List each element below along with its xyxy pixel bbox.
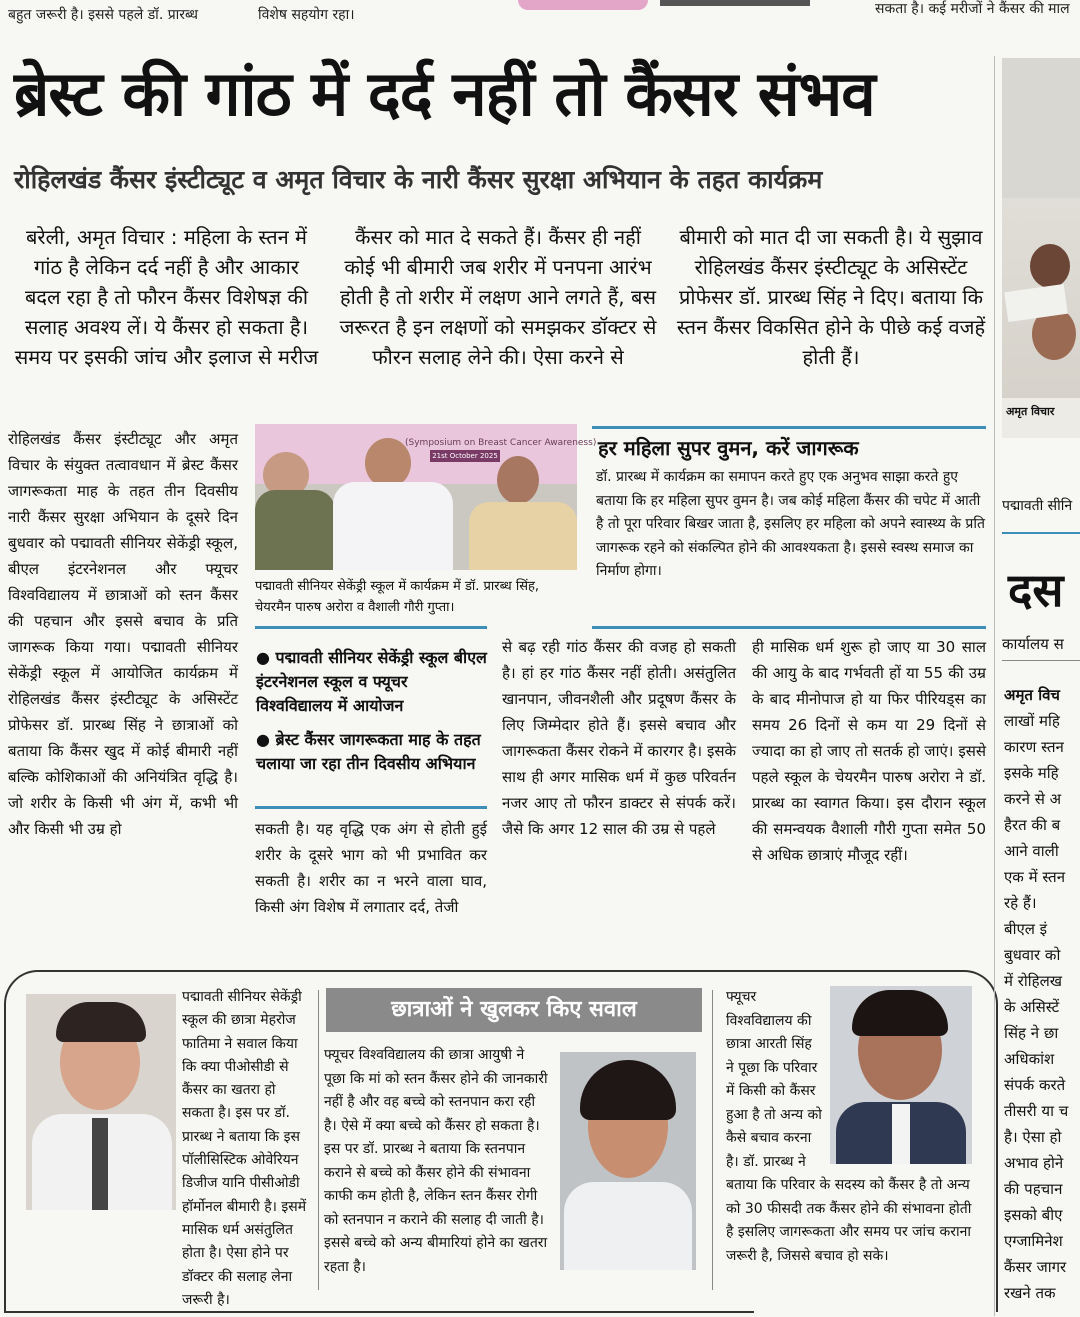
sidebar-dateline: कार्यालय स [1002, 635, 1064, 653]
top-strip-left-text: बहुत जरूरी है। इससे पहले डॉ. प्रारब्ध [8, 7, 199, 23]
top-strip-title-fragment [660, 0, 810, 6]
highlight-item-1: ● पद्मावती सीनियर सेकेंड्री स्कूल बीएल इंटरनेशनल स्कूल व फ्यूचर विश्वविद्यालय में आयोजन [256, 648, 487, 715]
person-1-body [255, 490, 335, 570]
student-3-hair [852, 990, 948, 1036]
student-2-shirt [564, 1182, 692, 1270]
sidebar-article-line: अभाव होने [1004, 1154, 1064, 1172]
sidebar-photo-wall [1002, 58, 1080, 198]
superwoman-bottom-rule [592, 626, 986, 629]
sidebar-article-line: इसको बीए [1004, 1206, 1063, 1224]
sidebar-article-line: रहे हैं। [1004, 894, 1037, 912]
student-1-hair [56, 1002, 146, 1042]
sidebar-article-line: एग्जामिनेश [1004, 1232, 1063, 1250]
highlights-top-rule [255, 626, 487, 629]
sidebar-rule [1002, 532, 1080, 534]
highlight-item-2: ● ब्रेस्ट कैंसर जागरूकता माह के तहत चलाया जा रहा तीन दिवसीय अभियान [256, 730, 481, 773]
sidebar-article-line: है। ऐसा हो [1004, 1128, 1062, 1146]
bullet-icon: ● [256, 730, 276, 749]
sidebar-newspaper-label: अमृत विचार [1006, 405, 1055, 418]
sidebar-dateline-rule [1002, 660, 1080, 661]
main-photo-caption: पद्मावती सीनियर सेकेंड्री स्कूल में कार्यक्रम में डॉ. प्रारब्ध सिंह, चेयरमैन पारुष अरोरा व वैशाली गौरी गुप्ता। [255, 579, 540, 615]
sidebar-article-line: आने वाली [1004, 842, 1059, 860]
sidebar-article-line: रखने तक [1004, 1284, 1056, 1302]
student-3-photo [830, 986, 972, 1164]
bullet-icon: ● [256, 648, 276, 667]
headline: ब्रेस्ट की गांठ में दर्द नहीं तो कैंसर संभव [14, 57, 875, 130]
photo-banner-date: 21st October 2025 [430, 450, 500, 462]
sidebar-big-heading: दस [1008, 563, 1064, 617]
question-3-text-wrap [726, 986, 972, 1286]
top-strip-right-text: सकता है। कई मरीजों ने कैंसर की माल [875, 1, 1070, 17]
question-3-text: फ्यूचर विश्वविद्यालय की छात्रा आरती सिंह ने पूछा कि परिवार में किसी को कैंसर हुआ है तो अन्य को कैसे बचाव करना है। डॉ. प्रारब्ध ने बताया कि परिवार के सदस्य को कैंसर है तो अन्य को 30 फीसदी तक कैंसर होने की संभावना होती है इसलिए जागरूकता और समय पर जांच कराना जरूरी है, जिससे बचाव हो सके। [726, 989, 972, 1264]
person-3-body [469, 502, 577, 570]
body-column-1: रोहिलखंड कैंसर इंस्टीट्यूट और अमृत विचार के संयुक्त तत्वावधान में ब्रेस्ट कैंसर जागरूकता माह के तहत तीन दिवसीय नारी कैंसर सुरक्षा अभियान के दूसरे दिन बुधवार को पद्मावती सीनियर सेकेंड्री स्कूल, बीएल इंटरनेशनल और फ्यूचर विश्वविद्यालय में छात्राओं को स्तन कैंसर की पहचान और इससे बचाव के प्रति जागरूक किया गया। पद्मावती सीनियर सेकेंड्री स्कूल में आयोजित कार्यक्रम में रोहिलखंड कैंसर इंस्टीट्यूट के असिस्टेंट प्रोफेसर डॉ. प्रारब्ध सिंह ने छात्राओं को बताया कि कैंसर खुद में कोई बीमारी नहीं बल्कि कोशिकाओं की अनियंत्रित वृद्धि है। जो शरीर के किसी भी अंग में, कभी भी और किसी भी उम्र हो [8, 430, 238, 838]
questions-divider-2 [712, 990, 713, 1290]
question-1-text: पद्मावती सीनियर सेकेंड्री स्कूल की छात्रा मेहरोज फातिमा ने सवाल किया कि क्या पीओसीडी से कैंसर का खतरा हो सकता है। इस पर डॉ. प्रारब्ध ने बताया कि इस पॉलीसिस्टिक ओवेरियन डिजीज यानि पीसीओडी हॉर्मोनल बीमारी है। इसमें मासिक धर्म असंतुलित होता है। ऐसा होने पर डॉक्टर की सलाह लेना जरूरी है। [182, 989, 307, 1308]
top-strip-logo-fragment [518, 0, 648, 10]
sidebar-article-line: लाखों महि [1004, 712, 1060, 730]
sidebar-article-line: कैंसर जागर [1004, 1258, 1067, 1276]
sidebar-article-line: कारण स्तन [1004, 738, 1064, 756]
person-3-head [497, 456, 539, 504]
lead-column-1: बरेली, अमृत विचार : महिला के स्तन में गांठ है लेकिन दर्द नहीं है और आकार बदल रहा है तो फौरन कैंसर विशेषज्ञ की सलाह अवश्य लें। ये कैंसर हो सकता है। समय पर इसकी जांच और इलाज से मरीज [14, 225, 319, 369]
body-column-4: ही मासिक धर्म शुरू हो जाए या 30 साल की आयु के बाद गर्भवती हों या 55 की उम्र के बाद मीनोपाज हो या फिर पीरियड्स का समय 26 दिनों से कम या 29 दिनों से ज्यादा का हो जाए तो सतर्क हो जाएं। इससे पहले स्कूल के चेयरमैन पारुष अरोरा ने डॉ. प्रारब्ध का स्वागत किया। इस दौरान स्कूल की समन्वयक वैशाली गौरी गुप्ता समेत 50 से अधिक छात्राएं मौजूद रहीं। [752, 638, 986, 864]
superwoman-heading: हर महिला सुपर वुमन, करें जागरूक [598, 436, 859, 460]
main-photo [255, 424, 597, 570]
subheadline: रोहिलखंड कैंसर इंस्टीट्यूट व अमृत विचार के नारी कैंसर सुरक्षा अभियान के तहत कार्यक्रम [14, 165, 823, 194]
highlights-bottom-rule [255, 806, 487, 809]
body-column-2: सकती है। यह वृद्धि एक अंग से होती हुई शरीर के दूसरे भाग को भी प्रभावित कर सकती है। शरीर का न भरने वाला घाव, किसी अंग विशेष में लगातार दर्द, तेजी [255, 820, 487, 916]
sidebar-photo-caption: पद्मावती सीनि [1002, 498, 1073, 514]
student-3-shirt [892, 1104, 910, 1164]
sidebar-article-line: करने से अ [1004, 790, 1062, 808]
lead-column-2: कैंसर को मात दे सकते हैं। कैंसर ही नहीं कोई भी बीमारी जब शरीर में पनपना आरंभ होती है तो शरीर में लक्षण आने लगते हैं, बस जरूरत है इन लक्षणों को समझकर डॉक्टर से फौरन सलाह लेने की। ऐसा करने से [339, 225, 657, 369]
questions-heading: छात्राओं ने खुलकर किए सवाल [391, 997, 637, 1022]
sidebar-article-line: बीएल इं [1004, 920, 1048, 938]
sidebar-article-line: की पहचान [1004, 1180, 1063, 1198]
sidebar-article-lines [1004, 682, 1080, 1306]
sidebar-article-line: एक में स्तन [1004, 868, 1066, 886]
student-2-photo [560, 1052, 696, 1270]
lead-column-3: बीमारी को मात दी जा सकती है। ये सुझाव रोहिलखंड कैंसर इंस्टीट्यूट के असिस्टेंट प्रोफेसर डॉ. प्रारब्ध सिंह ने दिए। बताया कि स्तन कैंसर विकसित होने के पीछे कई वजहें होती हैं। [676, 225, 986, 369]
person-2-head [365, 438, 411, 488]
sidebar-article-line: अधिकांश [1004, 1050, 1055, 1068]
sidebar-student-1-face [1030, 244, 1070, 288]
photo-banner-text: (Symposium on Breast Cancer Awareness) [405, 438, 597, 448]
sidebar-article-line: इसके महि [1004, 764, 1059, 782]
sidebar-article-line: बुधवार को [1004, 946, 1061, 964]
superwoman-text: डॉ. प्रारब्ध में कार्यक्रम का समापन करते हुए एक अनुभव साझा करते हुए बताया कि हर महिला सुपर वुमन है। जब कोई महिला कैंसर की चपेट में आती है तो पूरा परिवार बिखर जाता है, इसलिए हर महिला को अपने स्वास्थ्य के प्रति जागरूक रहने को संकल्पित होने की आवश्यकता है। इससे स्वस्थ समाज का निर्माण होगा। [596, 469, 985, 579]
questions-bottom-rule [4, 1311, 754, 1313]
question-2-text: फ्यूचर विश्वविद्यालय की छात्रा आयुषी ने पूछा कि मां को स्तन कैंसर होने की जानकारी नहीं है और वह बच्चे को स्तनपान करा रही है। ऐसे में क्या बच्चे को कैंसर हो सकता है। इस पर डॉ. प्रारब्ध ने बताया कि स्तनपान कराने से बच्चे को कैंसर होने की संभावना काफी कम होती है, लेकिन स्तन कैंसर रोगी को स्तनपान न कराने की सलाह दी जाती है। इससे बच्चे को अन्य बीमारियां होने का खतरा रहता है। [324, 1047, 548, 1275]
body-column-3: से बढ़ रही गांठ कैंसर की वजह हो सकती है। हां हर गांठ कैंसर नहीं होती। असंतुलित खानपान, जीवनशैली और प्रदूषण कैंसर के लिए जिम्मेदार होते हैं। इससे बचाव और जागरूकता कैंसर रोकने में कारगर है। इसके साथ ही अगर मासिक धर्म में कुछ परिवर्तन नजर आए तो फौरन डाक्टर से संपर्क करें। जैसे कि अगर 12 साल की उम्र से पहले [502, 638, 736, 838]
sidebar-article-line: तीसरी या च [1004, 1102, 1069, 1120]
superwoman-top-rule [592, 426, 986, 429]
student-1-tie [92, 1118, 108, 1210]
sidebar-divider [994, 56, 995, 1316]
questions-divider-1 [318, 990, 319, 1290]
top-strip-middle-text: विशेष सहयोग रहा। [258, 7, 355, 23]
sidebar-article-line: के असिस्टें [1004, 998, 1060, 1016]
sidebar-article-line: हैरत की ब [1004, 816, 1061, 834]
person-2-body [333, 482, 453, 570]
student-1-photo [26, 994, 176, 1210]
sidebar-photo [1002, 58, 1080, 438]
sidebar-article-line: संपर्क करते [1004, 1076, 1066, 1094]
sidebar-article-line: में रोहिलख [1004, 972, 1063, 990]
student-2-hair [580, 1060, 676, 1120]
sidebar-article-line: सिंह ने छा [1004, 1024, 1059, 1042]
sidebar-article-line: अमृत विच [1004, 686, 1060, 704]
